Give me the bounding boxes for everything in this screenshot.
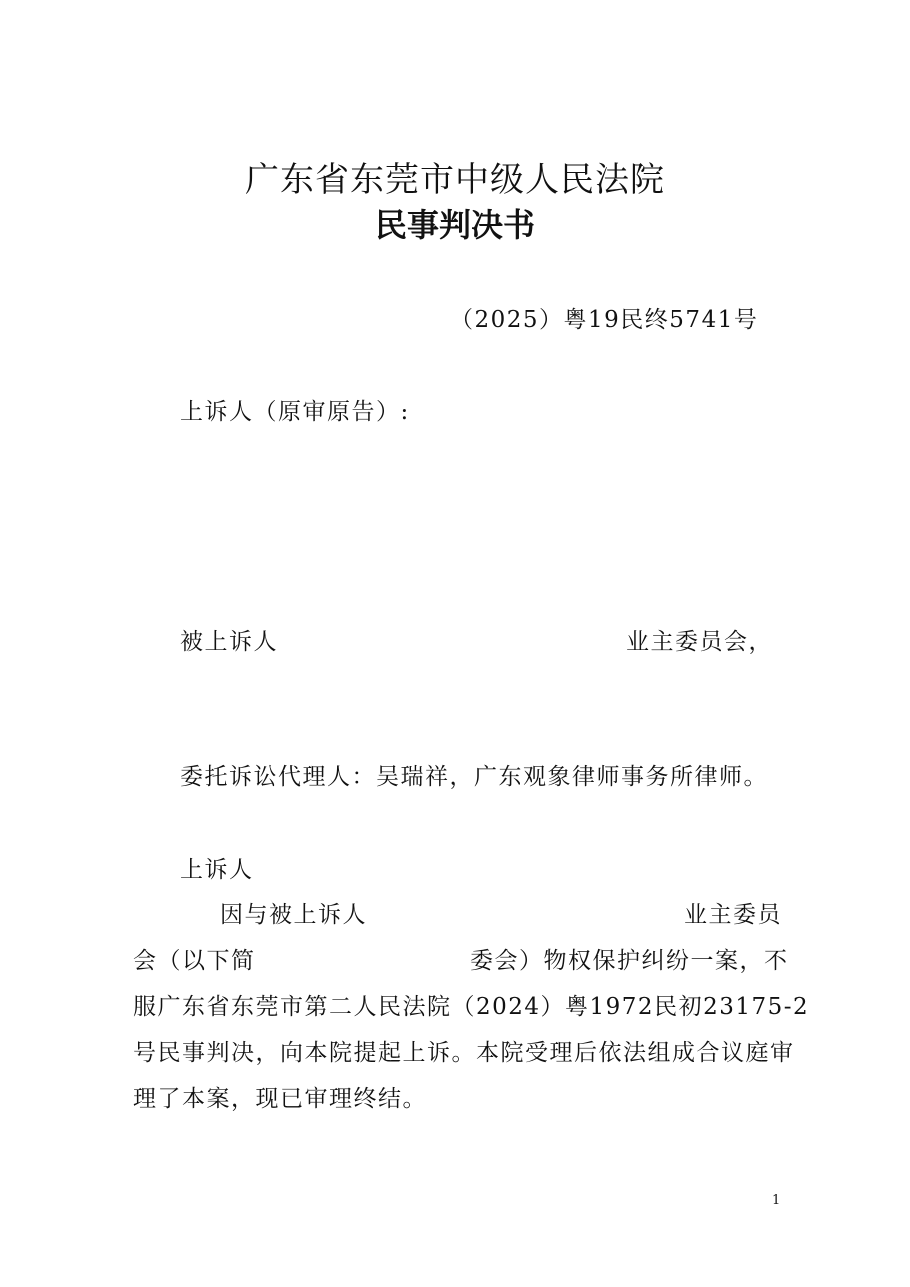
paragraph-line-4 [133, 1036, 795, 1082]
paragraph-line-5-text: 理了本案，现已审理终结。 [133, 1086, 427, 1112]
paragraph-line-1 [133, 898, 782, 944]
paragraph-line-2-left: 会（以下简 [133, 948, 256, 974]
paragraph-line-4-text: 号民事判决，向本院提起上诉。本院受理后依法组成合议庭审 [133, 1040, 795, 1066]
appellant-label: 上诉人（原审原告）: [180, 399, 410, 425]
agent-line: 委托诉讼代理人：吴瑞祥，广东观象律师事务所律师。 [180, 764, 768, 790]
court-name: 广东省东莞市中级人民法院 [245, 160, 665, 200]
case-number: （2025）粤19民终5741号 [450, 307, 759, 333]
paragraph-line-5 [133, 1082, 778, 1128]
appellee-label: 被上诉人 [180, 629, 278, 655]
paragraph-line-1-right: 业主委员 [684, 902, 782, 928]
paragraph-line-3-text: 服广东省东莞市第二人民法院（2024）粤1972民初23175-2 [133, 994, 810, 1020]
appellee-name-suffix: 业主委员会， [626, 629, 773, 655]
paragraph-line-2-right: 委会）物权保护纠纷一案，不 [470, 948, 789, 974]
paragraph-line-1-left: 因与被上诉人 [220, 902, 367, 928]
page-number: 1 [772, 1193, 781, 1208]
intro-appellant-line: 上诉人 [180, 857, 254, 883]
paragraph-line-2 [133, 944, 789, 990]
document-type-title: 民事判决书 [374, 206, 535, 244]
case-summary-paragraph [133, 898, 810, 1128]
paragraph-line-3 [133, 990, 810, 1036]
